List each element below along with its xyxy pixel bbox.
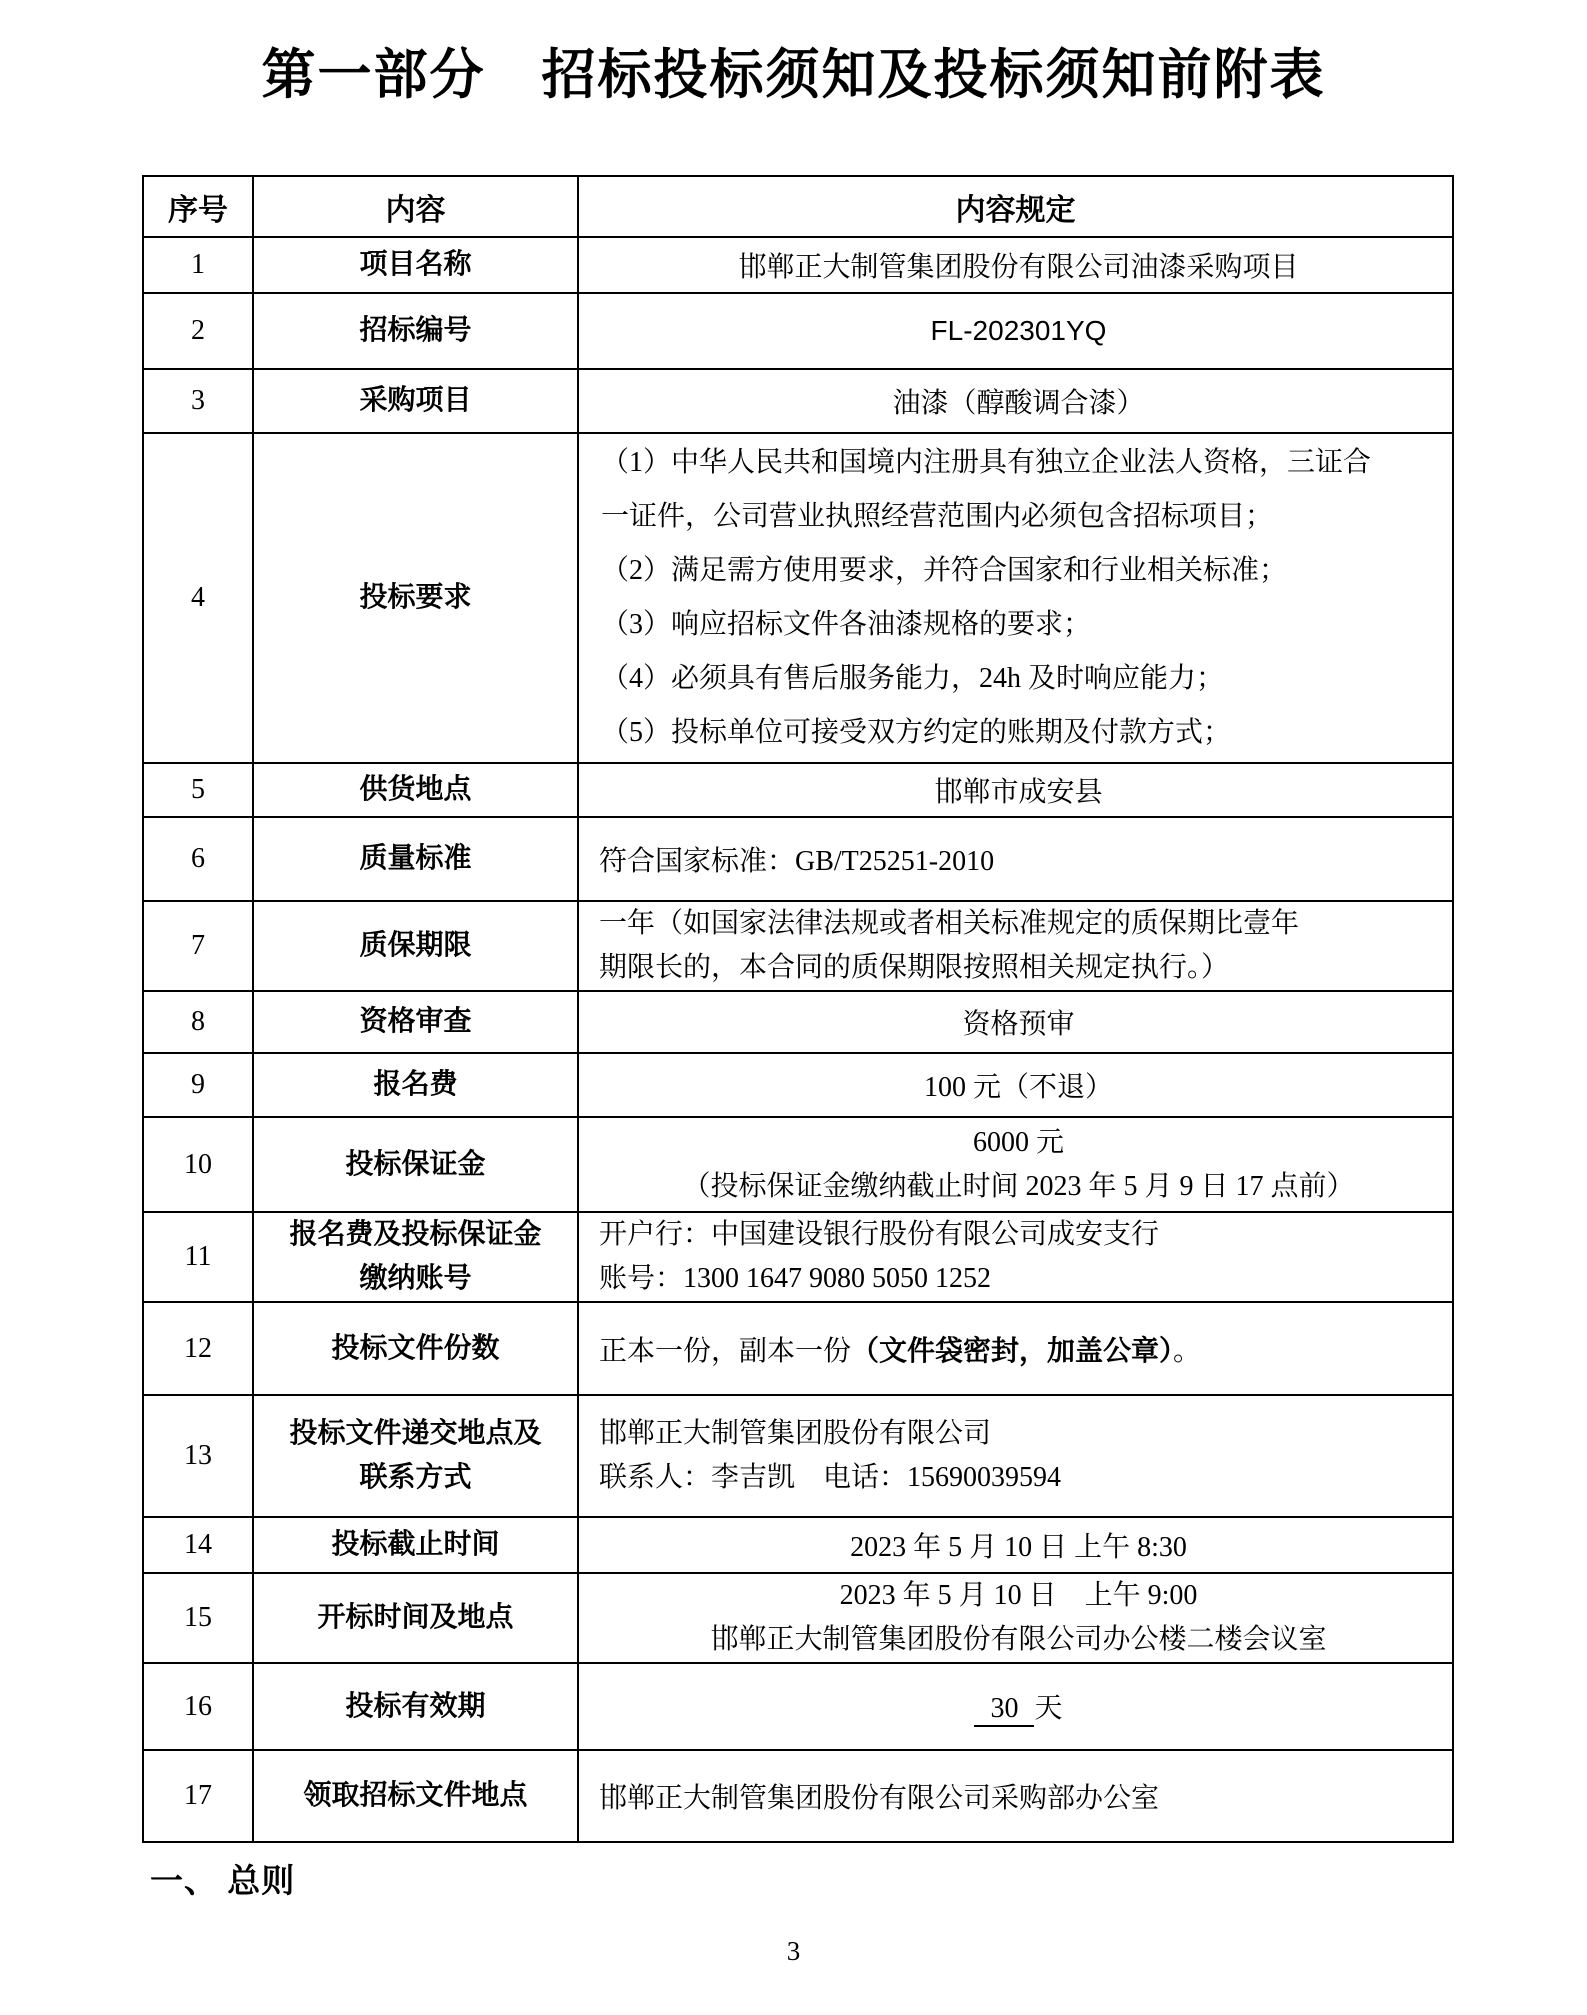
value-cell xyxy=(578,433,1453,763)
value-cell: 邯郸正大制管集团股份有限公司采购部办公室 xyxy=(578,1750,1453,1842)
page-number: 3 xyxy=(786,1936,801,1966)
value-cell: 邯郸正大制管集团股份有限公司油漆采购项目 xyxy=(578,237,1453,293)
value-line: 期限长的，本合同的质保期限按照相关规定执行。） xyxy=(599,952,1230,983)
value-line: 一年（如国家法律法规或者相关标准规定的质保期比壹年 xyxy=(599,908,1300,939)
value-cell: 油漆（醇酸调合漆） xyxy=(578,369,1453,433)
col-header-content: 内容 xyxy=(253,176,578,237)
serial-cell: 16 xyxy=(143,1663,253,1750)
value-text: 正本一份，副本一份 xyxy=(599,1335,852,1367)
serial-cell: 12 xyxy=(143,1302,253,1395)
table-row-1 xyxy=(143,237,1453,293)
table-row-6 xyxy=(143,817,1453,901)
table-header-row xyxy=(143,176,1453,237)
serial-cell: 5 xyxy=(143,763,253,817)
serial-cell: 3 xyxy=(143,369,253,433)
table-row-11 xyxy=(143,1212,1453,1302)
label-cell: 招标编号 xyxy=(253,293,578,369)
value-cell xyxy=(578,1663,1453,1750)
seal-note-bold: （文件袋密封，加盖公章） xyxy=(851,1335,1174,1367)
label-line: 联系方式 xyxy=(359,1462,472,1493)
label-cell: 质量标准 xyxy=(253,817,578,901)
label-cell: 投标文件份数 xyxy=(253,1302,578,1395)
table-row-7 xyxy=(143,901,1453,991)
value-line: （5）投标单位可接受双方约定的账期及付款方式； xyxy=(601,717,1232,748)
table-row-5 xyxy=(143,763,1453,817)
value-cell xyxy=(578,1395,1453,1517)
value-cell: 资格预审 xyxy=(578,991,1453,1053)
label-cell: 开标时间及地点 xyxy=(253,1573,578,1663)
label-cell: 投标保证金 xyxy=(253,1117,578,1212)
value-line: （3）响应招标文件各油漆规格的要求； xyxy=(601,609,1092,640)
serial-cell: 11 xyxy=(143,1212,253,1302)
table-row-10 xyxy=(143,1117,1453,1212)
table-row-12 xyxy=(143,1302,1453,1395)
serial-cell: 7 xyxy=(143,901,253,991)
serial-cell: 15 xyxy=(143,1573,253,1663)
label-cell xyxy=(253,1395,578,1517)
value-line: 2023 年 5 月 10 日 上午 9:00 xyxy=(839,1580,1198,1611)
value-cell xyxy=(578,1573,1453,1663)
value-line: （投标保证金缴纳截止时间 2023 年 5 月 9 日 17 点前） xyxy=(682,1170,1355,1202)
table-row-15 xyxy=(143,1573,1453,1663)
bid-conditions-table xyxy=(142,175,1454,1843)
label-cell: 项目名称 xyxy=(253,237,578,293)
value-line: 邯郸正大制管集团股份有限公司 xyxy=(599,1418,992,1449)
label-cell: 报名费 xyxy=(253,1053,578,1117)
value-text: 。 xyxy=(1173,1335,1202,1367)
serial-cell: 1 xyxy=(143,237,253,293)
table-row-2 xyxy=(143,293,1453,369)
section-heading: 一、 总则 xyxy=(150,1864,296,1900)
value-cell xyxy=(578,1302,1453,1395)
col-header-spec: 内容规定 xyxy=(578,176,1453,237)
serial-cell: 8 xyxy=(143,991,253,1053)
value-line: 联系人：李吉凯 电话：15690039594 xyxy=(599,1462,1062,1493)
value-cell: 邯郸市成安县 xyxy=(578,763,1453,817)
value-line: （2）满足需方使用要求，并符合国家和行业相关标准； xyxy=(601,555,1288,586)
value-line: 开户行：中国建设银行股份有限公司成安支行 xyxy=(599,1219,1160,1250)
value-line: （1）中华人民共和国境内注册具有独立企业法人资格，三证合 xyxy=(601,447,1372,478)
label-cell xyxy=(253,1212,578,1302)
table-row-4 xyxy=(143,433,1453,763)
value-line: 一证件，公司营业执照经营范围内必须包含招标项目； xyxy=(601,501,1274,532)
value-line: 6000 元 xyxy=(972,1126,1064,1158)
serial-cell: 2 xyxy=(143,293,253,369)
value-cell-tender-number: FL-202301YQ xyxy=(578,293,1453,369)
page-title: 第一部分 招标投标须知及投标须知前附表 xyxy=(261,45,1326,105)
serial-cell: 10 xyxy=(143,1117,253,1212)
label-line: 缴纳账号 xyxy=(359,1263,472,1294)
label-cell: 领取招标文件地点 xyxy=(253,1750,578,1842)
label-cell: 采购项目 xyxy=(253,369,578,433)
label-cell: 资格审查 xyxy=(253,991,578,1053)
serial-cell: 13 xyxy=(143,1395,253,1517)
serial-cell: 17 xyxy=(143,1750,253,1842)
label-line: 投标文件递交地点及 xyxy=(289,1418,542,1449)
table-row-8 xyxy=(143,991,1453,1053)
table-row-13 xyxy=(143,1395,1453,1517)
table-row-14 xyxy=(143,1517,1453,1573)
value-cell xyxy=(578,1117,1453,1212)
col-header-no: 序号 xyxy=(143,176,253,237)
table-row-9 xyxy=(143,1053,1453,1117)
table-row-3 xyxy=(143,369,1453,433)
serial-cell: 9 xyxy=(143,1053,253,1117)
serial-cell: 14 xyxy=(143,1517,253,1573)
underlined-validity-days: 30 xyxy=(974,1693,1034,1727)
label-cell: 投标要求 xyxy=(253,433,578,763)
value-text: 天 xyxy=(1034,1693,1063,1724)
value-cell: 100 元（不退） xyxy=(578,1053,1453,1117)
label-cell: 供货地点 xyxy=(253,763,578,817)
label-cell: 质保期限 xyxy=(253,901,578,991)
value-line: 邯郸正大制管集团股份有限公司办公楼二楼会议室 xyxy=(710,1624,1327,1655)
label-cell: 投标截止时间 xyxy=(253,1517,578,1573)
value-cell xyxy=(578,1212,1453,1302)
value-cell xyxy=(578,901,1453,991)
value-line: 账号：1300 1647 9080 5050 1252 xyxy=(599,1263,992,1294)
serial-cell: 6 xyxy=(143,817,253,901)
value-line: （4）必须具有售后服务能力，24h 及时响应能力； xyxy=(601,663,1225,694)
value-cell: 2023 年 5 月 10 日 上午 8:30 xyxy=(578,1517,1453,1573)
table-row-17 xyxy=(143,1750,1453,1842)
value-cell: 符合国家标准：GB/T25251-2010 xyxy=(578,817,1453,901)
serial-cell: 4 xyxy=(143,433,253,763)
label-cell: 投标有效期 xyxy=(253,1663,578,1750)
table-row-16 xyxy=(143,1663,1453,1750)
label-line: 报名费及投标保证金 xyxy=(289,1219,542,1250)
